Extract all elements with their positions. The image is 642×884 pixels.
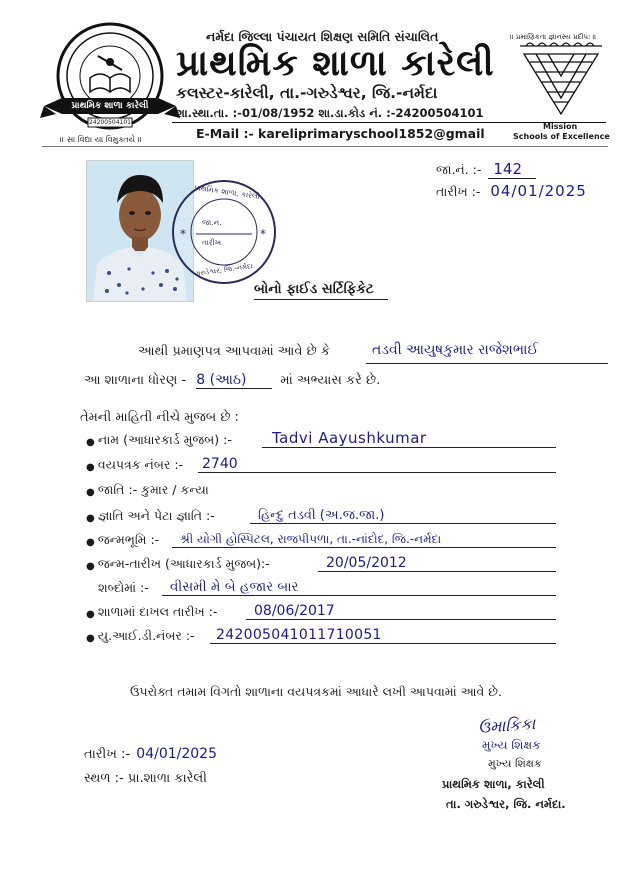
footer-date	[84, 746, 217, 762]
headmaster-title: મુખ્ય શિક્ષક	[488, 757, 542, 770]
bullet-icon: ●	[86, 462, 98, 473]
standard-line	[84, 372, 380, 389]
field-name	[86, 426, 556, 448]
stamp-bottom-text: ગરુડેશ્વર, જિ.-નર્મદા	[194, 262, 254, 278]
headmaster-school: પ્રાથમિક શાળા, કારેલી	[442, 777, 545, 791]
field-uid-number-value: 242005041011710051	[216, 627, 382, 643]
codes-line: શા.સ્થા.તા. :-01/08/1952 શા.ડા.કોડ નં. :-24200504101	[176, 106, 484, 120]
standard-suffix: માં અભ્યાસ કરે છે.	[280, 373, 381, 388]
field-name-value: Tadvi Aayushkumar	[272, 429, 427, 447]
logo-ribbon-text: પ્રાથમિક શાળા કારેલી	[71, 101, 149, 111]
field-register-no-label: વયપત્રક નંબર :-	[97, 457, 184, 472]
bullet-icon: ●	[86, 487, 98, 498]
header-rule	[172, 122, 606, 123]
title-underline	[254, 299, 388, 300]
outward-number-value: 142	[493, 160, 523, 178]
field-gender	[86, 476, 556, 498]
field-birthdate	[86, 550, 556, 572]
student-name-gujarati: તડવી આયુષકુમાર રાજેશભાઈ	[372, 342, 539, 358]
svg-text:*: *	[260, 227, 266, 241]
schools-of-excellence-label: Schools of Excellence	[513, 132, 610, 141]
field-caste-value: હિન્દુ તડવી (અ.જ.જા.)	[258, 508, 385, 523]
field-birthplace	[86, 526, 556, 548]
letterhead-bottom-rule	[42, 146, 608, 147]
outward-number-label: જા.નં. :-	[436, 162, 482, 177]
details-heading: તેમની માહિતી નીચે મુજબ છે :	[80, 410, 239, 425]
field-uid-number-label: યુ.આઈ.ડી.નંબર :-	[97, 628, 195, 643]
bullet-icon: ●	[86, 513, 98, 524]
bullet-icon: ●	[86, 437, 98, 448]
header-top-line: નર્મદા જિલ્લા પંચાયત શિક્ષણ સમિતિ સંચાલિત	[206, 29, 439, 44]
field-birthdate-words-label: શબ્દોમાં :-	[98, 580, 149, 595]
field-gender-label: જાતિ :- કુમાર / કન્યા	[97, 482, 209, 497]
cluster-line: કલસ્ટર-કારેલી, તા.-ગરુડેશ્વર, જિ.-નર્મદા	[176, 84, 438, 102]
standard-value: 8 (આઠ)	[196, 372, 272, 389]
field-birthplace-label: જન્મભૂમિ :-	[97, 532, 160, 547]
svg-text:*: *	[180, 227, 186, 241]
bullet-icon: ●	[86, 561, 98, 572]
field-birthdate-words	[98, 574, 556, 596]
headmaster-signature: ઉમાકિકા	[477, 714, 537, 737]
email-line: E-Mail :- kareliprimaryschool1852@gmail	[196, 126, 485, 141]
footer-date-value: 04/01/2025	[136, 746, 217, 762]
headmaster-address: તા. ગરુડેશ્વર, જિ. નર્મદા.	[446, 797, 566, 811]
headmaster-title-handwritten: મુખ્ય શિક્ષક	[482, 738, 541, 752]
certificate-title: બોનો ફાઈડ સર્ટિફિકેટ	[254, 281, 374, 297]
field-caste	[86, 502, 556, 524]
footer-date-label: તારીખ :-	[84, 747, 131, 762]
outward-number	[436, 160, 522, 178]
issue-date	[436, 182, 587, 200]
issue-date-label: તારીખ :-	[436, 184, 481, 199]
mission-excellence-logo	[516, 40, 606, 120]
field-caste-label: જ્ઞાતિ અને પેટા જ્ઞાતિ :-	[97, 508, 215, 523]
intro-line	[138, 344, 330, 359]
stamp-number-label: જા.નં.	[202, 218, 222, 227]
school-logo	[40, 18, 180, 146]
field-admission-date-value: 08/06/2017	[254, 603, 335, 619]
mission-label: Mission	[543, 122, 578, 131]
field-register-no	[86, 451, 556, 473]
field-name-label: નામ (આધારકાર્ડ મુજબ) :-	[97, 432, 232, 447]
school-stamp	[170, 178, 278, 286]
school-name: પ્રાથમિક શાળા કારેલી	[176, 43, 495, 84]
field-birthplace-value: શ્રી યોગી હોસ્પિટલ, રાજપીપળા, તા.-નાંદોદ, જિ.-નર્મદા	[180, 532, 442, 546]
bullet-icon: ●	[86, 633, 98, 644]
field-register-no-value: 2740	[202, 456, 238, 472]
bullet-icon: ●	[86, 609, 98, 620]
field-admission-date-label: શાળામાં દાખલ તારીખ :-	[97, 604, 218, 619]
issue-date-value: 04/01/2025	[490, 182, 587, 200]
stamp-date-label: તારીખ	[202, 238, 221, 247]
stamp-top-text: પ્રાથમિક શાળા, કારેલી	[193, 182, 261, 201]
field-admission-date	[86, 598, 556, 620]
bullet-icon: ●	[86, 537, 98, 548]
field-birthdate-label: જન્મ-તારીખ (આધારકાર્ડ મુજબ):-	[97, 556, 270, 571]
intro-prefix: આથી પ્રમાણપત્ર આપવામાં આવે છે કે	[138, 344, 330, 359]
field-uid-number	[86, 622, 556, 644]
header-right-tag: ॥ પ્રમાણિકતા જ્ઞાનસ્ય પ્રદીપ: ॥	[510, 33, 597, 41]
logo-code: 24200504101	[89, 119, 131, 126]
footer-place: સ્થળ :- પ્રા.શાળા કારેલી	[84, 771, 207, 786]
standard-prefix: આ શાળાના ધોરણ -	[84, 373, 187, 388]
field-birthdate-value: 20/05/2012	[326, 555, 407, 571]
field-birthdate-words-value: વીસમી મે બે હજાર બાર	[170, 579, 299, 595]
closing-statement: ઉપરોક્ત તમામ વિગતો શાળાના વયપત્રકમાં આધારે લખી આપવામાં આવે છે.	[130, 684, 502, 699]
motto: ॥ સા વિદ્યા યા વિમુક્તયે ॥	[60, 135, 142, 144]
